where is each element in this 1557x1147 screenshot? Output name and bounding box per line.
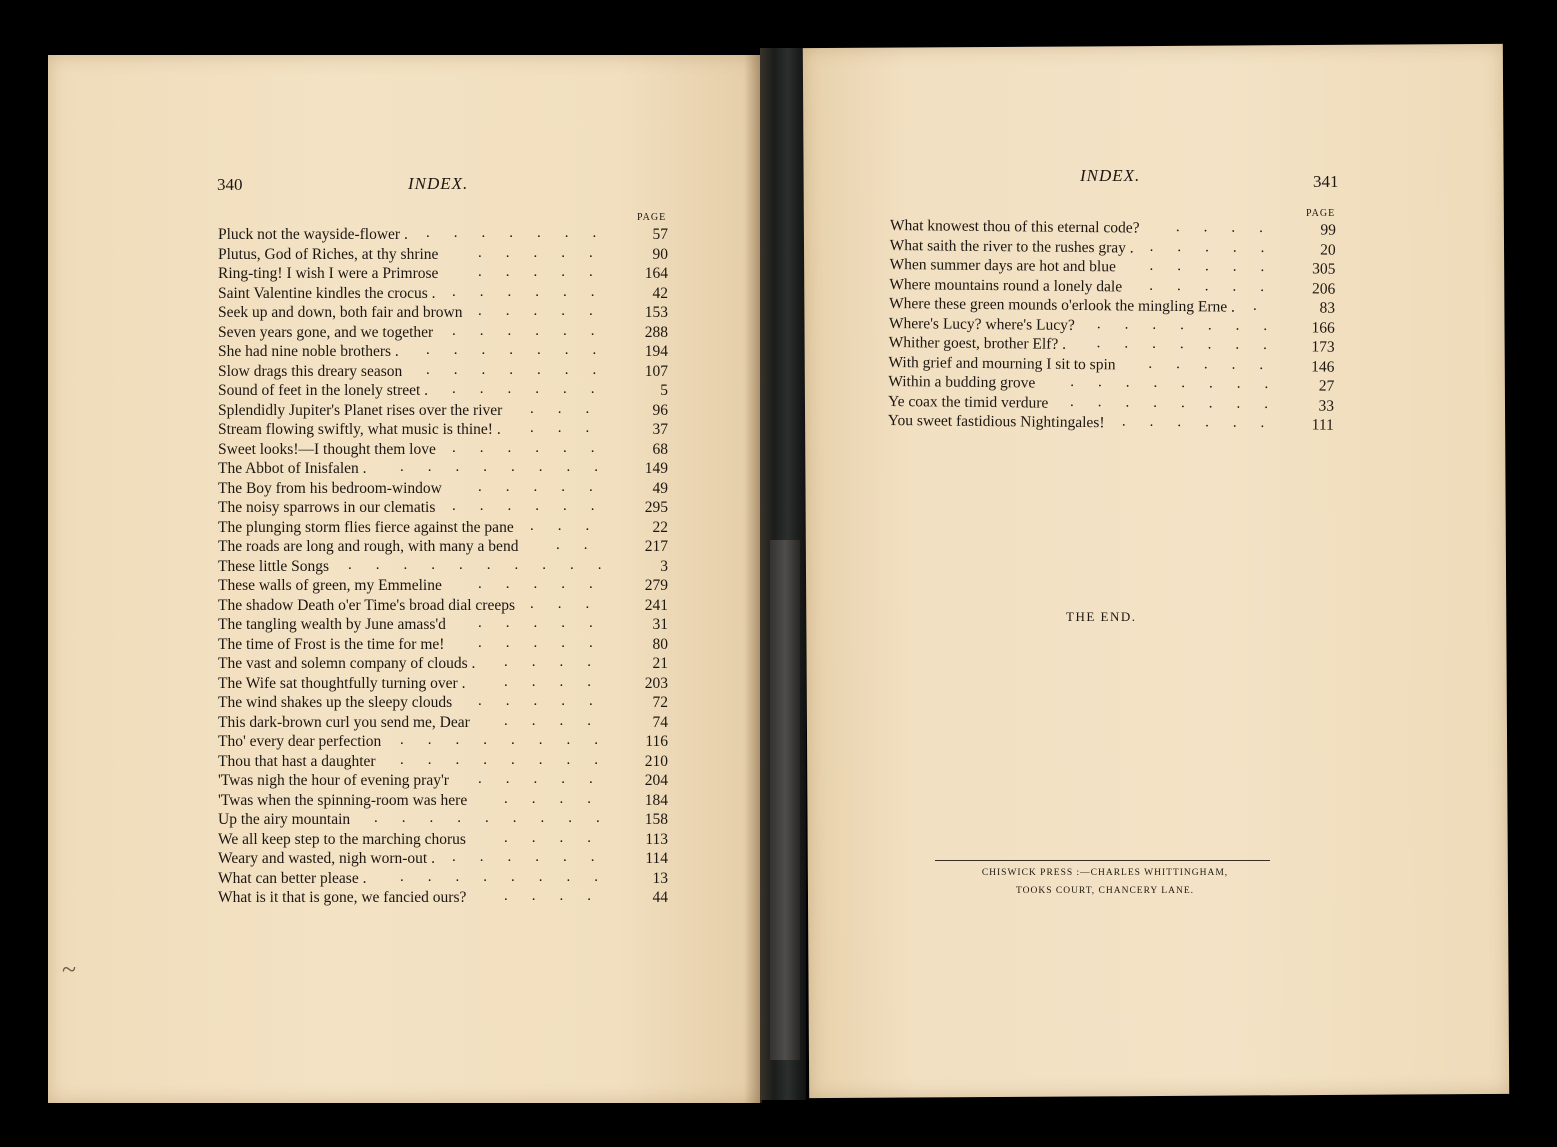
entry-first-line: Seek up and down, both fair and brown [218,304,463,321]
entry-page-number: 42 [652,284,668,302]
leader-dots: ....... [1096,335,1292,354]
leader-dots: ..... [478,634,617,651]
index-entry [218,537,668,557]
leader-dots: ........ [400,751,622,768]
leader-dots: ........ [400,732,622,748]
left-page-column-head: PAGE [637,212,667,223]
entry-first-line: Sound of feet in the lonely street . [218,382,429,399]
entry-page-number: 80 [652,635,668,653]
index-entry [218,635,668,655]
leader-dots: ...... [452,322,619,339]
entry-page-number: 72 [652,694,668,711]
entry-page-number: 107 [644,362,668,380]
index-entry [218,440,668,460]
entry-page-number: 210 [644,752,668,770]
index-entry [218,459,668,479]
leader-dots: ...... [452,283,619,300]
index-entry [218,732,668,752]
leader-dots: ..... [478,478,617,495]
entry-first-line: The Abbot of Inisfalen . [218,460,367,477]
entry-page-number: 295 [644,499,668,516]
entry-first-line: With grief and mourning I sit to spin [888,353,1116,373]
imprint-rule [935,860,1270,861]
entry-page-number: 146 [1311,357,1335,376]
entry-first-line: Where mountains round a lonely dale [889,275,1123,295]
entry-page-number: 49 [652,479,668,497]
leader-dots: .... [504,673,615,690]
imprint-line-1: CHISWICK PRESS :—CHARLES WHITTINGHAM, [981,868,1229,878]
entry-page-number: 27 [1318,377,1335,395]
entry-first-line: The wind shakes up the sleepy clouds [218,694,453,711]
entry-page-number: 113 [645,830,668,848]
left-index-list [218,225,668,908]
leader-dots: ....... [1096,315,1292,334]
index-entry [218,576,668,596]
entry-first-line: The time of Frost is the time for me! [218,635,445,653]
entry-first-line: This dark-brown curl you send me, Dear [218,713,470,731]
entry-first-line: Ring-ting! I wish I were a Primrose [218,265,439,282]
entry-page-number: 68 [652,440,668,458]
leader-dots: ..... [1149,277,1289,295]
entry-page-number: 114 [645,850,668,867]
index-entry [218,342,668,362]
index-entry [218,615,668,635]
leader-dots: ...... [452,498,619,514]
entry-first-line: Up the airy mountain [218,811,351,828]
leader-dots: ... [530,517,614,534]
entry-first-line: These little Songs [218,557,330,575]
entry-first-line: Weary and wasted, nigh worn-out . [218,850,435,867]
entry-page-number: 57 [652,226,668,243]
index-entry [218,264,668,284]
leader-dots: .... [504,712,615,729]
entry-first-line: Slow drags this dreary season [218,362,403,380]
entry-first-line: The roads are long and rough, with many a bend [218,538,519,555]
entry-first-line: Saint Valentine kindles the crocus . [218,284,436,302]
entry-page-number: 184 [644,791,668,809]
entry-page-number: 37 [652,421,668,438]
entry-first-line: Pluck not the wayside-flower . [218,226,408,243]
entry-first-line: Ye coax the timid verdure [887,392,1049,412]
index-entry [218,713,668,733]
entry-page-number: 44 [652,889,668,906]
index-entry [218,596,668,616]
leader-dots: ..... [478,264,617,280]
entry-page-number: 194 [644,343,668,360]
entry-first-line: Seven years gone, and we together [218,323,434,341]
leader-dots: ..... [478,693,617,709]
index-entry [218,518,668,538]
entry-page-number: 13 [652,869,668,887]
index-entry [218,849,668,869]
index-entry [218,323,668,343]
entry-first-line: Stream flowing swiftly, what music is thine! . [218,421,501,438]
entry-first-line: What knowest thou of this eternal code? [889,216,1140,237]
leader-dots: ...... [452,849,619,865]
leader-dots: ........ [1070,373,1293,393]
entry-page-number: 241 [644,596,668,614]
entry-page-number: 164 [644,265,668,282]
entry-first-line: Where's Lucy? where's Lucy? [888,314,1075,334]
index-entry [218,810,668,830]
index-entry [218,498,668,518]
entry-first-line: What saith the river to the rushes gray . [889,236,1134,257]
leader-dots: . [1252,297,1281,315]
entry-page-number: 217 [644,538,668,555]
imprint-line-2: TOOKS COURT, CHANCERY LANE. [1016,886,1194,896]
entry-page-number: 173 [1311,338,1335,356]
entry-first-line: Whither goest, brother Elf? . [888,333,1067,353]
right-page-column-head: PAGE [1306,208,1336,219]
index-entry [218,693,668,713]
entry-first-line: These walls of green, my Emmeline [218,577,442,594]
entry-page-number: 96 [652,401,668,419]
entry-first-line: Where these green mounds o'erlook the mingling Erne . [888,294,1235,316]
leader-dots: ..... [478,303,617,319]
leader-dots: .... [504,654,615,670]
entry-page-number: 149 [644,460,668,477]
leader-dots: ..... [1149,238,1289,256]
entry-first-line: Sweet looks!—I thought them love [218,440,436,458]
entry-page-number: 20 [1320,241,1336,259]
the-end: THE END. [1066,609,1137,624]
right-folio: 341 [1313,172,1339,191]
index-entry [218,225,668,245]
leader-dots: ......... [374,810,624,826]
entry-first-line: Within a budding grove [888,372,1036,392]
entry-page-number: 33 [1318,396,1335,415]
index-entry [218,303,668,323]
leader-dots: .......... [348,556,626,573]
entry-page-number: 166 [1311,318,1335,337]
index-entry [218,362,668,382]
entry-page-number: 116 [645,733,668,750]
index-entry [218,869,668,889]
entry-first-line: Splendidly Jupiter's Planet rises over the river [218,401,503,419]
index-entry [218,888,668,908]
entry-page-number: 99 [1320,221,1336,239]
leader-dots: ... [530,400,614,417]
entry-page-number: 203 [644,674,668,692]
leader-dots: ....... [426,361,621,378]
entry-first-line: The Boy from his bedroom-window [218,479,442,497]
leader-dots: ..... [1149,257,1289,276]
leader-dots: .... [504,829,615,846]
index-entry [218,654,668,674]
entry-first-line: The tangling wealth by June amass'd [218,616,446,633]
entry-page-number: 31 [652,616,668,633]
leader-dots: ... [530,595,614,612]
entry-page-number: 158 [644,811,668,828]
leader-dots: ...... [1121,413,1289,432]
index-entry [218,284,668,304]
entry-first-line: When summer days are hot and blue [889,255,1116,276]
entry-page-number: 5 [660,382,668,399]
entry-first-line: What is it that is gone, we fancied ours? [218,889,467,906]
left-folio: 340 [217,175,243,194]
entry-first-line: The noisy sparrows in our clematis [218,499,436,516]
leader-dots: .. [556,537,612,553]
entry-first-line: 'Twas nigh the hour of evening pray'r [218,772,449,789]
leader-dots: ..... [478,615,617,631]
entry-page-number: 90 [652,245,668,263]
entry-first-line: The shadow Death o'er Time's broad dial creeps [218,596,515,614]
leader-dots: ..... [478,244,617,261]
right-index-list [888,216,1336,435]
entry-first-line: The vast and solemn company of clouds . [218,655,476,672]
index-entry [218,401,668,421]
leader-dots: .... [504,888,615,904]
left-running-head: INDEX. [408,174,469,193]
leader-dots: ........ [400,868,622,885]
entry-page-number: 21 [652,655,668,672]
leader-dots: ...... [452,381,619,397]
right-page [803,44,1509,1098]
entry-page-number: 111 [1311,416,1334,434]
index-entry [218,479,668,499]
leader-dots: .... [504,790,615,807]
entry-first-line: Tho' every dear perfection [218,733,382,750]
entry-first-line: Thou that hast a daughter [218,752,376,770]
pencil-mark: ~ [62,955,77,984]
leader-dots: .... [1175,218,1287,237]
index-entry [218,245,668,265]
entry-page-number: 3 [660,557,668,575]
leader-dots: ...... [452,439,619,456]
index-entry [218,557,668,577]
entry-page-number: 22 [652,518,668,536]
index-entry [218,830,668,850]
leader-dots: ....... [426,342,621,358]
leader-dots: ........ [400,459,622,475]
entry-first-line: She had nine noble brothers . [218,343,399,360]
leader-dots: ... [530,420,614,436]
index-entry [218,791,668,811]
index-entry [218,381,668,401]
spine-binding-strip [770,540,800,1060]
leader-dots: ..... [478,576,617,592]
right-running-head: INDEX. [1080,166,1141,185]
index-entry [218,752,668,772]
entry-first-line: Plutus, God of Riches, at thy shrine [218,245,439,263]
leader-dots: ....... [426,225,621,241]
entry-first-line: You sweet fastidious Nightingales! [887,411,1105,432]
entry-first-line: 'Twas when the spinning-room was here [218,791,468,809]
entry-page-number: 204 [644,772,668,789]
leader-dots: ..... [478,771,617,787]
entry-page-number: 279 [644,577,668,594]
entry-page-number: 74 [652,713,668,731]
entry-page-number: 206 [1311,279,1336,298]
index-entry [218,771,668,791]
entry-first-line: What can better please . [218,869,367,887]
entry-page-number: 83 [1319,299,1336,317]
index-entry [218,674,668,694]
entry-page-number: 153 [644,304,668,321]
entry-page-number: 288 [644,323,668,341]
leader-dots: ..... [1148,355,1288,373]
leader-dots: ........ [1069,393,1293,412]
entry-first-line: We all keep step to the marching chorus [218,830,466,848]
entry-first-line: The plunging storm flies fierce against the pane [218,518,514,536]
entry-page-number: 305 [1312,260,1336,278]
entry-first-line: The Wife sat thoughtfully turning over . [218,674,466,692]
index-entry [218,420,668,440]
